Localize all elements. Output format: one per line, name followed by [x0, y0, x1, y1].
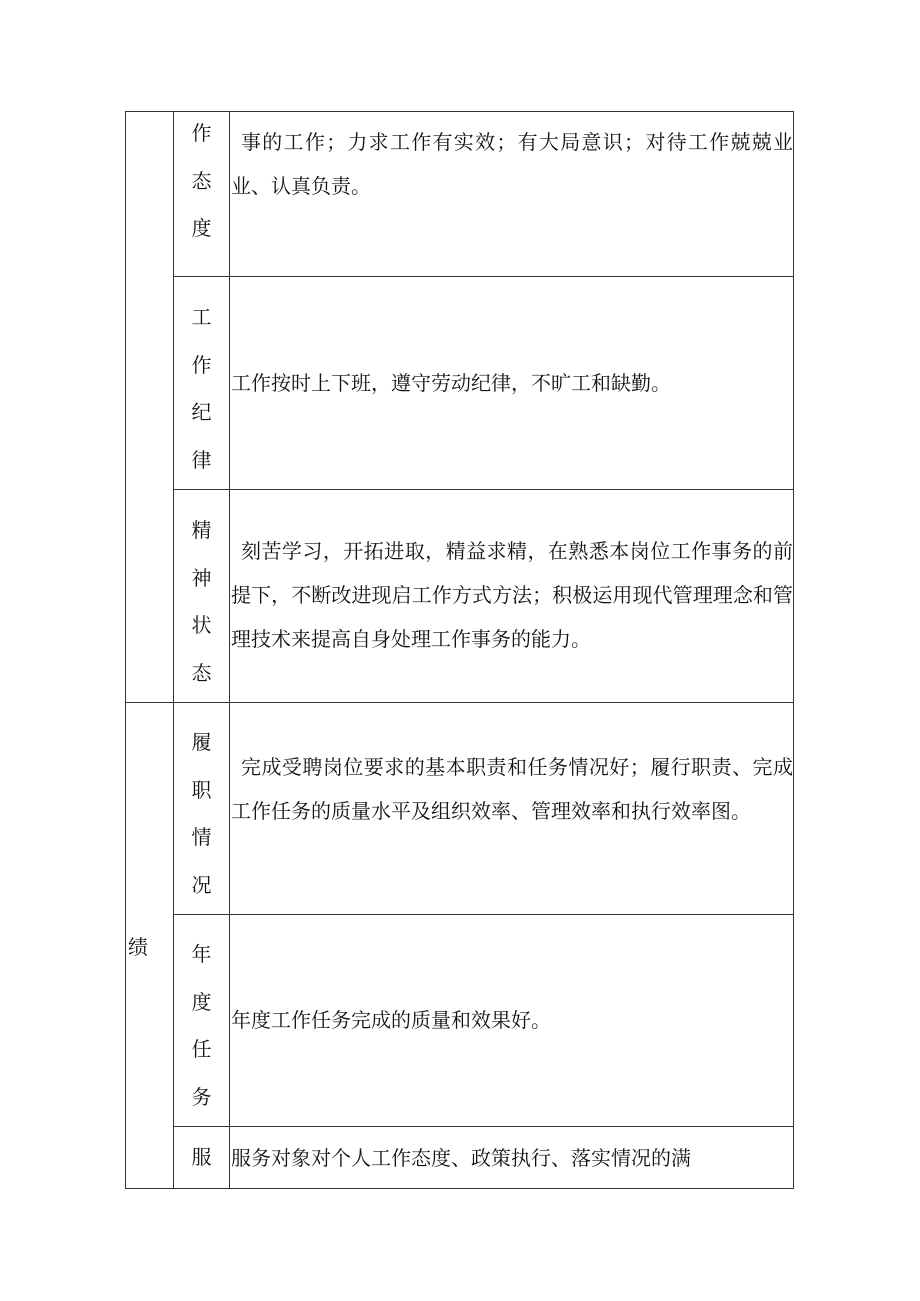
- row-content: 事的工作；力求工作有实效；有大局意识；对待工作兢兢业业、认真负责。: [231, 130, 793, 198]
- row-label: [174, 1134, 229, 1182]
- category-label: 绩: [128, 935, 148, 959]
- row-label-char: 任: [191, 1037, 212, 1061]
- row-label: [174, 110, 229, 253]
- row-content: 服务对象对个人工作态度、政策执行、落实情况的满: [231, 1146, 691, 1170]
- row-label-char: 律: [191, 447, 212, 472]
- row-label-char: 工: [191, 305, 212, 329]
- row-label-char: 情: [191, 825, 212, 849]
- row-label-char: 职: [191, 777, 212, 802]
- row-label-char: 纪: [191, 400, 212, 424]
- row-label-char: 服: [191, 1145, 212, 1169]
- row-label-char: 务: [191, 1084, 212, 1109]
- row-label-char: 态: [191, 660, 212, 685]
- column-divider: [229, 111, 230, 1189]
- row-content: 刻苦学习，开拓进取，精益求精，在熟悉本岗位工作事务的前提下，不断改进现启工作方式方法；积极运用现代管理理念和管理技术来提高自身处理工作事务的能力。: [231, 539, 793, 651]
- row-label-char: 履: [191, 730, 212, 754]
- row-content: 完成受聘岗位要求的基本职责和任务情况好；履行职责、完成工作任务的质量水平及组织效率、管理效率和执行效率图。: [231, 755, 793, 823]
- row-label-char: 神: [191, 565, 212, 590]
- row-content: 年度工作任务完成的质量和效果好。: [231, 1008, 551, 1032]
- row-content: 工作按时上下班，遵守劳动纪律，不旷工和缺勤。: [231, 371, 671, 395]
- row-divider: [173, 914, 794, 915]
- row-divider: [173, 489, 794, 490]
- row-label: [174, 294, 229, 484]
- row-label-char: 度: [191, 216, 212, 240]
- row-label-char: 作: [191, 121, 212, 145]
- row-label: [174, 931, 229, 1121]
- row-label-char: 度: [191, 989, 212, 1014]
- row-divider: [173, 276, 794, 277]
- row-label-char: 态: [191, 168, 212, 193]
- row-label: [174, 507, 229, 697]
- row-label-char: 精: [191, 518, 212, 542]
- row-label-char: 状: [191, 613, 212, 637]
- row-label: [174, 719, 229, 909]
- row-divider: [173, 1126, 794, 1127]
- row-divider: [125, 702, 794, 703]
- row-label-char: 年: [191, 942, 212, 966]
- row-label-char: 作: [191, 352, 212, 377]
- row-label-char: 况: [191, 872, 212, 897]
